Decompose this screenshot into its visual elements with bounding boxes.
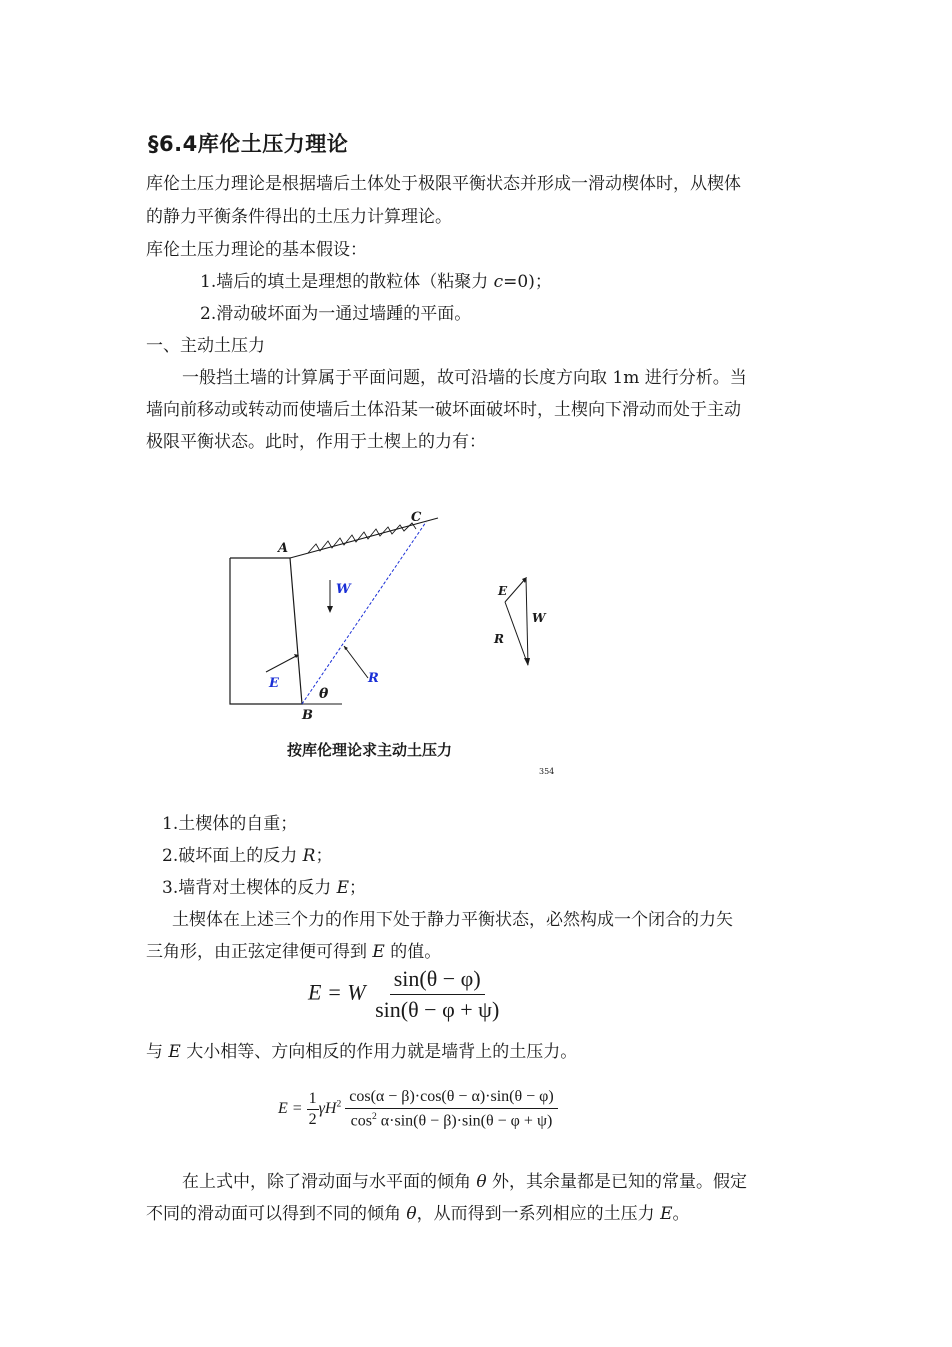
- subsection-heading: 一、主动土压力: [146, 336, 265, 356]
- page-number: 354: [539, 767, 555, 776]
- label-A: A: [278, 541, 289, 556]
- triangle-R-side: [505, 602, 528, 665]
- retaining-wall: [230, 558, 302, 704]
- force-item-3: 3.墙背对土楔体的反力 E；: [162, 878, 367, 898]
- formula-earth-pressure: E = $\frac{1}{2}$ $\gamma H^2$ $\frac{\cos(\alpha - \beta)\cdot\cos(\theta - \alpha)\cdot\sin(\theta - \varphi)}{\cos^2 \alpha\cdot\sin(\theta - \beta)\cdot\sin(\theta - \varphi + \psi)}$: [278, 1088, 558, 1130]
- E-arrow: [266, 655, 298, 672]
- figure-caption: 按库伦理论求主动土压力: [287, 741, 453, 759]
- paragraph-line: 三角形，由正弦定律便可得到 E 的值。: [146, 942, 442, 962]
- paragraph-line: 极限平衡状态。此时，作用于土楔上的力有：: [146, 432, 486, 452]
- label-W: W: [336, 582, 351, 597]
- paragraph-line: 库伦土压力理论的基本假设：: [146, 240, 367, 260]
- label-E: E: [269, 676, 279, 691]
- triangle-E-side: [505, 578, 526, 602]
- formula-sine-law: E = W $\frac{\sin(\theta - \varphi)}{\sin(\theta - \varphi + \psi)}$: [308, 966, 500, 1022]
- section-title: §6.4库伦土压力理论: [148, 132, 349, 156]
- triangle-label-E: E: [498, 584, 508, 598]
- paragraph-line: 一般挡土墙的计算属于平面问题，故可沿墙的长度方向取 1m 进行分析。当: [182, 368, 747, 388]
- coulomb-wedge-figure: [220, 500, 560, 780]
- paragraph-line: 土楔体在上述三个力的作用下处于静力平衡状态，必然构成一个闭合的力矢: [172, 910, 733, 930]
- weight-arrow-head: [327, 606, 333, 613]
- paragraph-line: 不同的滑动面可以得到不同的倾角 θ，从而得到一系列相应的土压力 E。: [146, 1204, 690, 1224]
- triangle-label-R: R: [494, 632, 504, 646]
- label-B: B: [302, 708, 313, 723]
- assumption-item-2: 2.滑动破坏面为一通过墙踵的平面。: [200, 304, 472, 324]
- paragraph-line: 与 E 大小相等、方向相反的作用力就是墙背上的土压力。: [146, 1042, 578, 1062]
- paragraph-line: 的静力平衡条件得出的土压力计算理论。: [146, 207, 452, 227]
- paragraph-line: 墙向前移动或转动而使墙后土体沿某一破坏面破坏时，土楔向下滑动而处于主动: [146, 400, 741, 420]
- force-item-2: 2.破坏面上的反力 R；: [162, 846, 333, 866]
- force-item-1: 1.土楔体的自重；: [162, 814, 298, 834]
- triangle-W-side: [526, 578, 528, 665]
- label-R: R: [368, 671, 379, 686]
- label-theta: θ: [319, 686, 329, 702]
- paragraph-line: 在上式中，除了滑动面与水平面的倾角 θ 外，其余量都是已知的常量。假定: [182, 1172, 748, 1192]
- triangle-label-W: W: [532, 611, 546, 625]
- paragraph-line: 库伦土压力理论是根据墙后土体处于极限平衡状态并形成一滑动楔体时，从楔体: [146, 174, 741, 194]
- R-arrow: [344, 646, 368, 678]
- assumption-item-1: 1.墙后的填土是理想的散粒体（粘聚力 c=0)；: [200, 272, 552, 292]
- label-C: C: [411, 510, 422, 525]
